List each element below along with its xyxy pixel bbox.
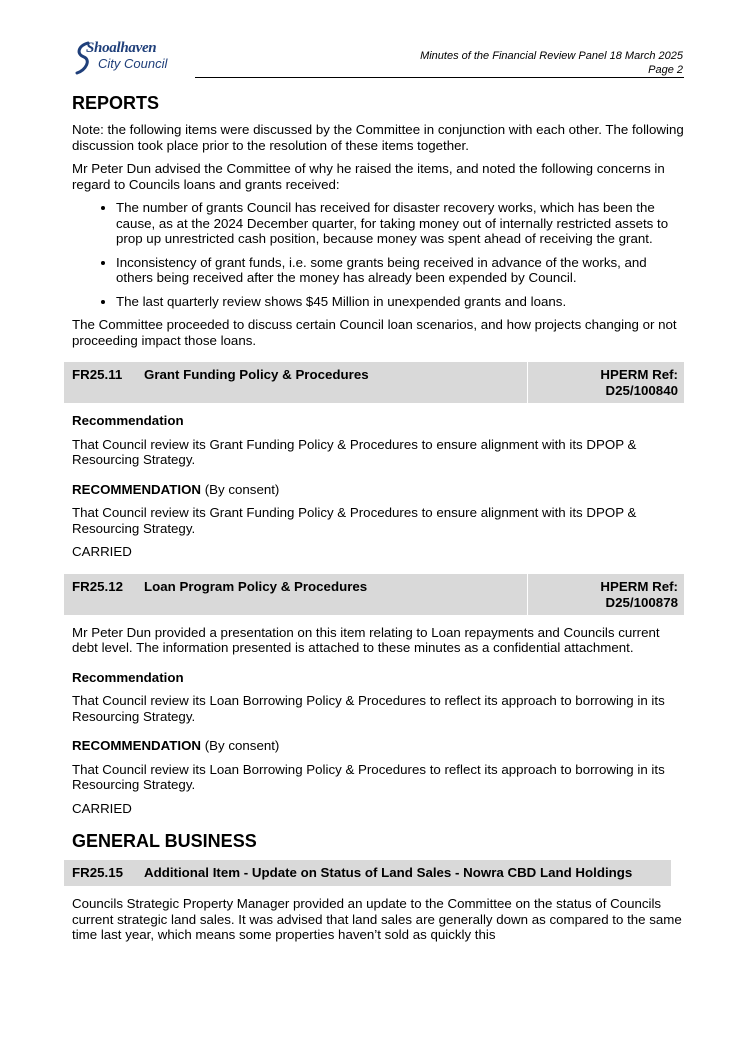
reports-closing: The Committee proceeded to discuss certain Council loan scenarios, and how projects changing or not proceeding impact those loans.	[72, 317, 677, 348]
reports-heading: REPORTS	[72, 93, 160, 113]
recommendation-text: That Council review its Grant Funding Policy & Procedures to ensure alignment with its DPOP & Resourcing Strategy.	[72, 436, 637, 467]
resolution-suffix: (By consent)	[201, 738, 280, 753]
item-header-fr25-12	[64, 574, 684, 615]
resolution-heading	[72, 738, 684, 754]
hperm-ref	[527, 574, 684, 615]
reports-note: Note: the following items were discussed by the Committee in conjunction with each other. The following discussion took place prior to the resolution of these items together.	[72, 122, 684, 153]
resolution-label: RECOMMENDATION	[72, 738, 202, 753]
resolution-text: That Council review its Loan Borrowing Policy & Procedures to reflect its approach to borrowing in its Resourcing Strategy.	[72, 761, 665, 792]
item-header-fr25-15	[64, 860, 671, 886]
minutes-title: Minutes of the Financial Review Panel 18 March 2025	[420, 50, 683, 62]
hperm-label: HPERM Ref:	[600, 367, 678, 382]
item-title: Additional Item - Update on Status of Land Sales - Nowra CBD Land Holdings	[144, 865, 633, 880]
logo-text-top: Shoalhaven	[86, 40, 157, 56]
resolution-suffix: (By consent)	[201, 481, 280, 497]
hperm-label: HPERM Ref:	[600, 578, 678, 594]
item-header-fr25-11	[64, 362, 684, 403]
general-business-heading: GENERAL BUSINESS	[72, 831, 257, 851]
list-item: • The number of grants Council has received for disaster recovery works, which has been the cause, as at the 2024 December quarter, for taking money out of internally restricted assets to prop up unrestricted cash position, because money was spent ahead of receiving the grant.	[116, 200, 684, 247]
list-item: • Inconsistency of grant funds, i.e. some grants being received in advance of the works, and others being received after the money has already been expended by Council.	[116, 255, 684, 286]
document-body	[72, 92, 684, 951]
resolution-text: That Council review its Grant Funding Policy & Procedures to ensure alignment with its DPOP & Resourcing Strategy.	[72, 505, 637, 536]
header-divider	[195, 77, 684, 78]
carried-status: CARRIED	[72, 544, 132, 559]
general-text: Councils Strategic Property Manager provided an update to the Committee on the status of Councils current strategic land sales. It was advised that land sales are generally down as compared to the same time last year, which means some properties haven’t sold as quickly this	[72, 896, 682, 942]
item-ref: FR25.15	[72, 865, 123, 880]
concerns-list	[72, 200, 684, 309]
council-logo	[74, 40, 204, 80]
page-header	[420, 49, 683, 77]
hperm-value: D25/100878	[605, 594, 678, 610]
item-title: Grant Funding Policy & Procedures	[144, 367, 369, 382]
list-item: • The last quarterly review shows $45 Million in unexpended grants and loans.	[116, 294, 684, 310]
page-number: Page 2	[648, 64, 683, 76]
item-ref: FR25.12	[72, 578, 123, 594]
item-intro: Mr Peter Dun provided a presentation on this item relating to Loan repayments and Councils current debt level. The information presented is attached to these minutes as a confidential attachment.	[72, 624, 660, 655]
carried-status: CARRIED	[72, 800, 132, 816]
resolution-heading	[72, 482, 684, 498]
item-title: Loan Program Policy & Procedures	[144, 578, 368, 594]
reports-intro: Mr Peter Dun advised the Committee of why he raised the items, and noted the following concerns in regard to Councils loans and grants received:	[72, 161, 665, 192]
hperm-value: D25/100840	[605, 383, 678, 398]
recommendation-text: That Council review its Loan Borrowing Policy & Procedures to reflect its approach to borrowing in its Resourcing Strategy.	[72, 693, 665, 724]
item-ref: FR25.11	[72, 367, 123, 382]
hperm-ref	[527, 362, 684, 403]
resolution-label: RECOMMENDATION	[72, 481, 202, 497]
logo-text-bottom: City Council	[98, 56, 168, 71]
recommendation-heading: Recommendation	[72, 669, 184, 685]
recommendation-heading: Recommendation	[72, 413, 184, 428]
